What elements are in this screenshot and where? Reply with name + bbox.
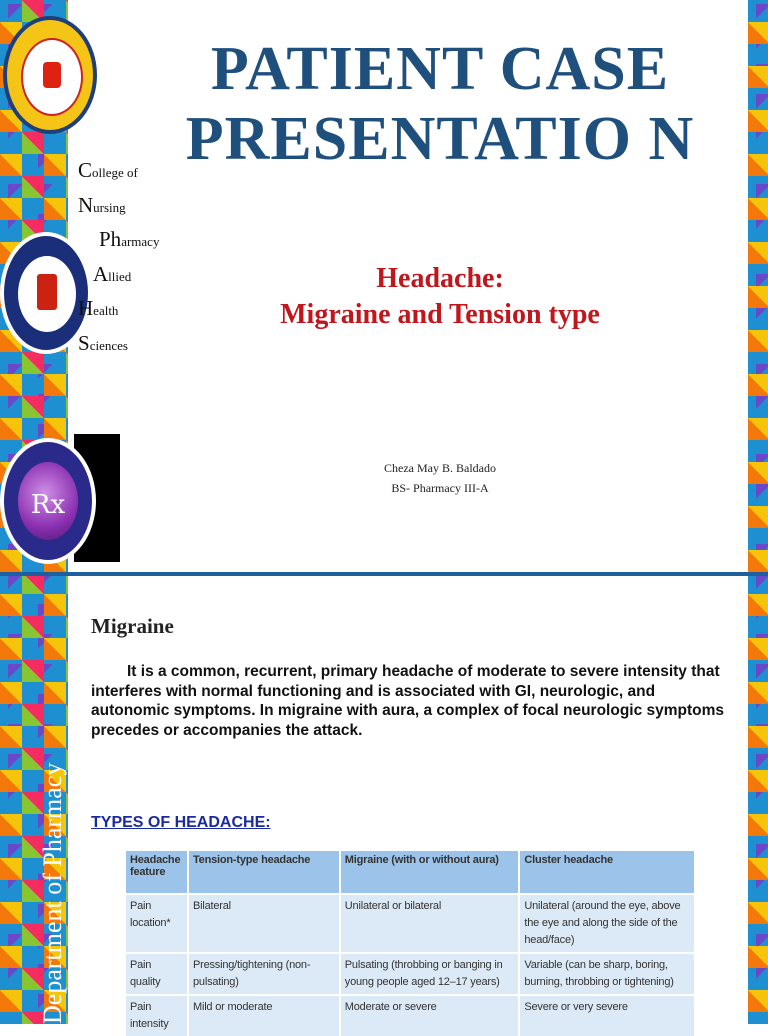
college-line: Pharmacy bbox=[99, 227, 160, 251]
presentation-subtitle-topic: Migraine and Tension type bbox=[280, 299, 600, 330]
table-cell: Bilateral bbox=[188, 894, 340, 953]
table-row bbox=[126, 894, 695, 953]
table-cell: Pain intensity bbox=[126, 995, 188, 1036]
college-line: Allied bbox=[93, 262, 132, 286]
college-line: College of bbox=[78, 158, 138, 182]
types-heading: TYPES OF HEADACHE: bbox=[91, 814, 271, 831]
university-seal-logo bbox=[3, 16, 97, 134]
table-row bbox=[126, 953, 695, 995]
rx-symbol: Rx bbox=[30, 490, 66, 520]
college-line: Sciences bbox=[78, 331, 128, 355]
presenter-name: Cheza May B. Baldado bbox=[384, 461, 496, 475]
table-header-row bbox=[126, 851, 695, 894]
definition-paragraph: It is a common, recurrent, primary headache of moderate to severe intensity that interferes with normal functioning and is associated with GI, neurologic, and autonomic symptoms. In migraine with aura, a complex of focal neurologic symptoms precedes or accompanies the attack. bbox=[91, 663, 725, 739]
decorative-right-strip bbox=[748, 0, 768, 1024]
table-cell: Pulsating (throbbing or banging in young people aged 12–17 years) bbox=[340, 953, 520, 995]
section-heading: Migraine bbox=[91, 614, 174, 638]
headache-comparison-table bbox=[126, 851, 696, 1036]
table-header-cell: Migraine (with or without aura) bbox=[340, 851, 520, 894]
presentation-title: PATIENT CASE PRESENTATIO N bbox=[185, 35, 695, 173]
presentation-subtitle: Headache: bbox=[376, 263, 504, 294]
table-cell: Unilateral or bilateral bbox=[340, 894, 520, 953]
table-header-cell: Tension-type headache bbox=[188, 851, 340, 894]
table-cell: Variable (can be sharp, boring, burning, throbbing or tightening) bbox=[519, 953, 695, 995]
slide-divider bbox=[0, 572, 768, 576]
table-header-cell: Cluster headache bbox=[519, 851, 695, 894]
table-cell: Pain quality bbox=[126, 953, 188, 995]
table-header-cell: Headache feature bbox=[126, 851, 188, 894]
department-vertical-label: Department of Pharmacy bbox=[38, 762, 67, 1024]
table-cell: Pressing/tightening (non-pulsating) bbox=[188, 953, 340, 995]
pharmacy-seal-logo bbox=[0, 438, 96, 564]
table-cell: Unilateral (around the eye, above the eye and along the side of the head/face) bbox=[519, 894, 695, 953]
table-cell: Pain location* bbox=[126, 894, 188, 953]
table-cell: Moderate or severe bbox=[340, 995, 520, 1036]
table-cell: Mild or moderate bbox=[188, 995, 340, 1036]
college-line: Nursing bbox=[78, 193, 126, 217]
presenter-course: BS- Pharmacy III-A bbox=[391, 481, 489, 495]
table-row bbox=[126, 995, 695, 1036]
table-cell: Severe or very severe bbox=[519, 995, 695, 1036]
college-line: Health bbox=[78, 296, 119, 320]
